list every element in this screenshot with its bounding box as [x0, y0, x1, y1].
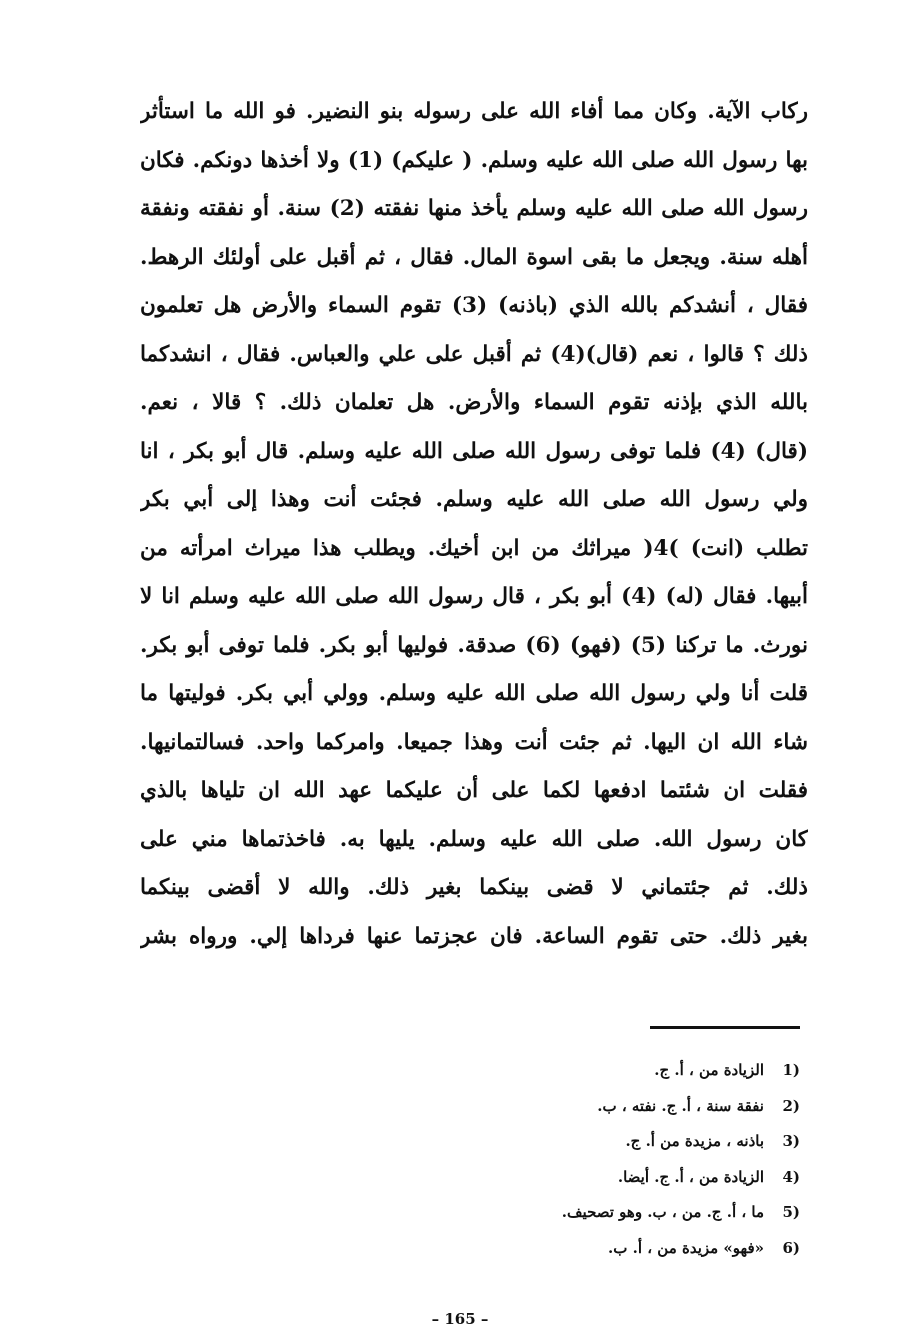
footnote-number: 5): [782, 1203, 800, 1221]
text-line: نورث. ما تركنا (5) (فهو) (6) صدقة. فوليها أبو بكر. فلما توفى أبو بكر.: [140, 632, 808, 658]
footnote-number: 1): [782, 1061, 800, 1079]
text-line: قلت أنا ولي رسول الله صلى الله عليه وسلم. وولي أبي بكر. فوليتها ما: [140, 681, 808, 706]
text-line: ذلك ؟ قالوا ، نعم (قال)(4) ثم أقبل على علي والعباس. فقال ، انشدكما: [140, 341, 808, 367]
text-line: بها رسول الله صلى الله عليه وسلم. ( عليكم) (1) ولا أخذها دونكم. فكان: [140, 147, 808, 173]
footnote: [400, 1195, 800, 1231]
text-line: فقلت ان شئتما ادفعها لكما على أن عليكما عهد الله ان تلياها بالذي: [140, 778, 808, 803]
text-line: شاء الله ان اليها. ثم جئت أنت وهذا جميعا. وامركما واحد. فسالتمانيها.: [140, 729, 808, 755]
footnote-number: 2): [782, 1096, 800, 1115]
text-line: بغير ذلك. حتى تقوم الساعة. فان عجزتما عنها فرداها إلي. ورواه بشر: [140, 923, 808, 949]
footnote: [400, 1124, 800, 1160]
footnote-text: الزيادة من ، أ. ج.: [654, 1061, 764, 1079]
footnote-number: 3): [782, 1132, 800, 1150]
text-line: بالله الذي بإذنه تقوم السماء والأرض. هل تعلمان ذلك. ؟ قالا ، نعم.: [140, 390, 808, 415]
text-line: ركاب الآية. وكان مما أفاء الله على رسوله بنو النضير. فو الله ما استأثر: [140, 99, 808, 124]
text-line: أهله سنة. ويجعل ما بقى اسوة المال. فقال ، ثم أقبل على أولئك الرهط.: [140, 244, 808, 270]
footnote-text: نفقة سنة ، أ. ج. نفته ، ب.: [597, 1096, 764, 1115]
footnote-number: 6): [782, 1238, 800, 1257]
footnote-text: ما ، أ. ج. من ، ب. وهو تصحيف.: [561, 1203, 764, 1221]
text-line: ولي رسول الله صلى الله عليه وسلم. فجئت أنت وهذا إلى أبي بكر: [140, 487, 808, 512]
text-line: رسول الله صلى الله عليه وسلم يأخذ منها نفقته (2) سنة. أو نفقته ونفقة: [140, 196, 808, 221]
footnote: [400, 1089, 800, 1125]
footnote-text: «فهو» مزيدة من ، أ. ب.: [608, 1238, 764, 1257]
text-line: فقال ، أنشدكم بالله الذي (باذنه) (3) تقوم السماء والأرض هل تعلمون: [140, 293, 808, 318]
text-line: كان رسول الله. صلى الله عليه وسلم. يليها به. فاخذتماها مني على: [140, 826, 808, 852]
footnote-separator: [650, 1026, 800, 1029]
text-line: أبيها. فقال (له) (4) أبو بكر ، قال رسول الله صلى الله عليه وسلم انا لا: [140, 584, 808, 609]
footnote-text: باذنه ، مزيدة من أ. ج.: [625, 1132, 764, 1150]
main-text: [140, 88, 808, 961]
footnote: [400, 1231, 800, 1267]
footnote-text: الزيادة من ، أ. ج. أيضا.: [617, 1167, 764, 1186]
footnote-number: 4): [782, 1167, 800, 1186]
footnote: [400, 1160, 800, 1196]
footnotes: [400, 1053, 800, 1266]
footnote: [400, 1053, 800, 1089]
text-line: تطلب (انت) )4( ميراثك من ابن أخيك. ويطلب هذا ميراث امرأته من: [140, 535, 808, 561]
page-number: – 165 –: [431, 1310, 489, 1328]
text-line: (قال) (4) فلما توفى رسول الله صلى الله عليه وسلم. قال أبو بكر ، انا: [140, 438, 808, 464]
text-line: ذلك. ثم جئتماني لا قضى بينكما بغير ذلك. والله لا أقضى بينكما: [140, 875, 808, 900]
